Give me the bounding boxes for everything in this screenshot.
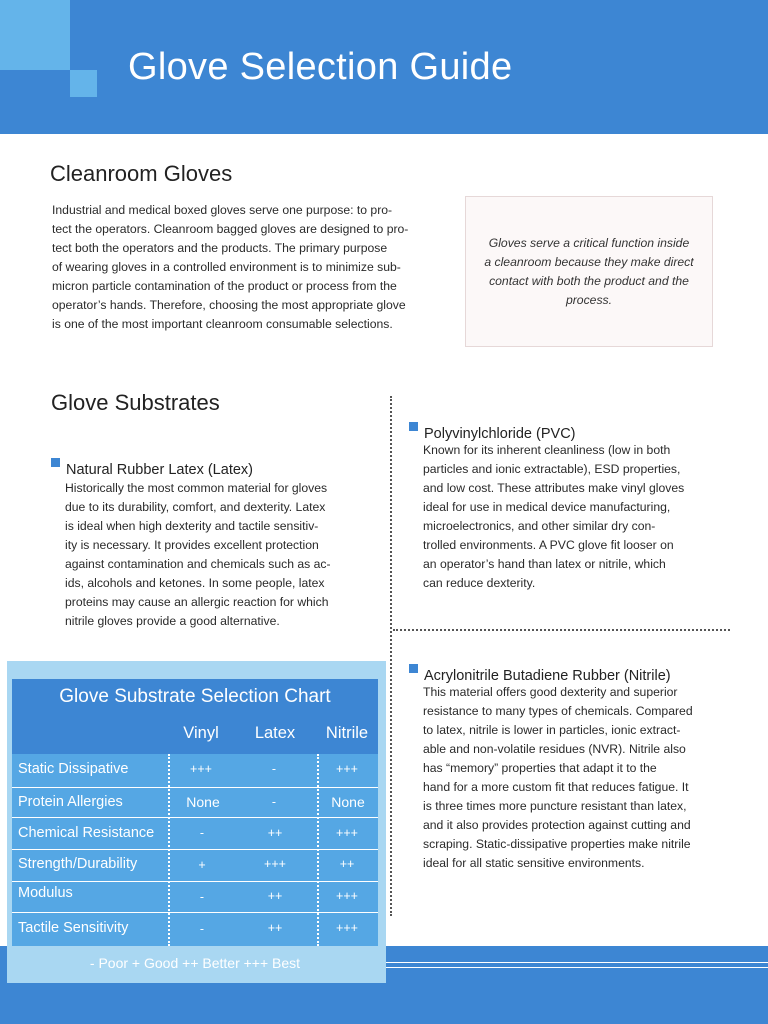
decor-square-small <box>70 70 97 97</box>
footer-rule <box>386 962 768 963</box>
table-cell: +++ <box>264 857 286 871</box>
horizontal-divider <box>393 629 730 631</box>
vertical-divider <box>390 396 392 916</box>
row-label-strength-durability: Strength/Durability <box>18 856 138 872</box>
row-label-static-dissipative: Static Dissipative <box>18 761 129 777</box>
table-cell: + <box>198 858 206 872</box>
column-divider <box>317 754 319 946</box>
callout-box <box>465 196 713 347</box>
table-cell: +++ <box>336 826 358 840</box>
bullet-square-icon <box>409 422 418 431</box>
nitrile-heading: Acrylonitrile Butadiene Rubber (Nitrile) <box>409 664 671 684</box>
chart-title: Glove Substrate Selection Chart <box>12 679 378 714</box>
bullet-square-icon <box>51 458 60 467</box>
table-cell: - <box>271 762 277 776</box>
row-label-tactile-sensitivity: Tactile Sensitivity <box>18 920 129 936</box>
pvc-paragraph: Known for its inherent cleanliness (low in both particles and ionic extractable), ESD properties, and low cost. These attributes make vinyl gloves ideal for use in medical device manufacturing, microelectronics, and other similar dry con- trolled environments. A PVC glove fit looser on an operator’s hand than latex or nitrile, which can reduce dexterity. <box>423 443 685 590</box>
row-divider <box>12 912 378 913</box>
cleanroom-paragraph: Industrial and medical boxed gloves serve one purpose: to pro- tect the operators. Cleanroom bagged gloves are designed to pro- tect both the operators and the products. The primary purpose of wearing gloves in a controlled environment is to minimize sub- micron particle contamination of the product or process from the operator’s hands. Therefore, choosing the most appropriate glove is one of the most important cleanroom consumable selections. <box>52 203 409 331</box>
column-divider <box>168 754 170 946</box>
row-label-chemical-resistance: Chemical Resistance <box>18 825 155 841</box>
row-divider <box>12 849 378 850</box>
table-cell: +++ <box>336 921 358 935</box>
table-cell: - <box>271 795 277 809</box>
substrates-heading: Glove Substrates <box>51 390 220 415</box>
footer-rule <box>386 967 768 968</box>
row-divider <box>12 787 378 788</box>
table-cell: None <box>186 794 220 810</box>
table-cell: +++ <box>336 889 358 903</box>
table-cell: ++ <box>267 826 283 840</box>
table-cell: - <box>199 826 205 840</box>
table-cell: None <box>331 794 365 810</box>
row-divider <box>12 817 378 818</box>
nitrile-paragraph: This material offers good dexterity and superior resistance to many types of chemicals. Compared to latex, nitrile is lower in particles, ionic extract- able and non-volatile residues (NVR). Nitrile also has “memory” properties that adapt it to the hand for a more custom fit that reduces fatigue. It is three times more puncture resistant than latex, and it also provides protection against cutting and scraping. Static-dissipative properties make nitrile ideal for all static sensitive environments. <box>423 685 693 870</box>
column-header-latex: Latex <box>254 724 296 742</box>
row-divider <box>12 881 378 882</box>
callout-text: Gloves serve a critical function inside a cleanroom because they make direct contact with both the product and the process. <box>484 235 694 307</box>
page-title: Glove Selection Guide <box>128 46 513 88</box>
row-label-modulus: Modulus <box>18 885 73 901</box>
table-cell: ++ <box>267 889 283 903</box>
bullet-square-icon <box>409 664 418 673</box>
cleanroom-heading: Cleanroom Gloves <box>50 161 233 186</box>
latex-heading: Natural Rubber Latex (Latex) <box>51 458 253 478</box>
table-cell: - <box>199 922 205 936</box>
table-cell: ++ <box>267 921 283 935</box>
row-label-protein-allergies: Protein Allergies <box>18 794 123 810</box>
decor-square-large <box>0 0 70 70</box>
chart-legend: - Poor + Good ++ Better +++ Best <box>89 955 301 971</box>
pvc-heading: Polyvinylchloride (PVC) <box>409 422 576 442</box>
table-cell: - <box>199 890 205 904</box>
latex-paragraph: Historically the most common material for gloves due to its durability, comfort, and dexterity. Latex is ideal when high dexterity and tactile sensitiv- ity is necessary. It provides excellent protection against contamination and chemicals such as ac- ids, alcohols and ketones. In some people, latex proteins may cause an allergic reaction for which nitrile gloves provide a good alternative. <box>65 481 331 628</box>
table-cell: +++ <box>336 762 358 776</box>
column-header-vinyl: Vinyl <box>183 724 219 742</box>
table-cell: ++ <box>339 857 355 871</box>
table-cell: +++ <box>190 762 212 776</box>
column-header-nitrile: Nitrile <box>325 724 369 742</box>
